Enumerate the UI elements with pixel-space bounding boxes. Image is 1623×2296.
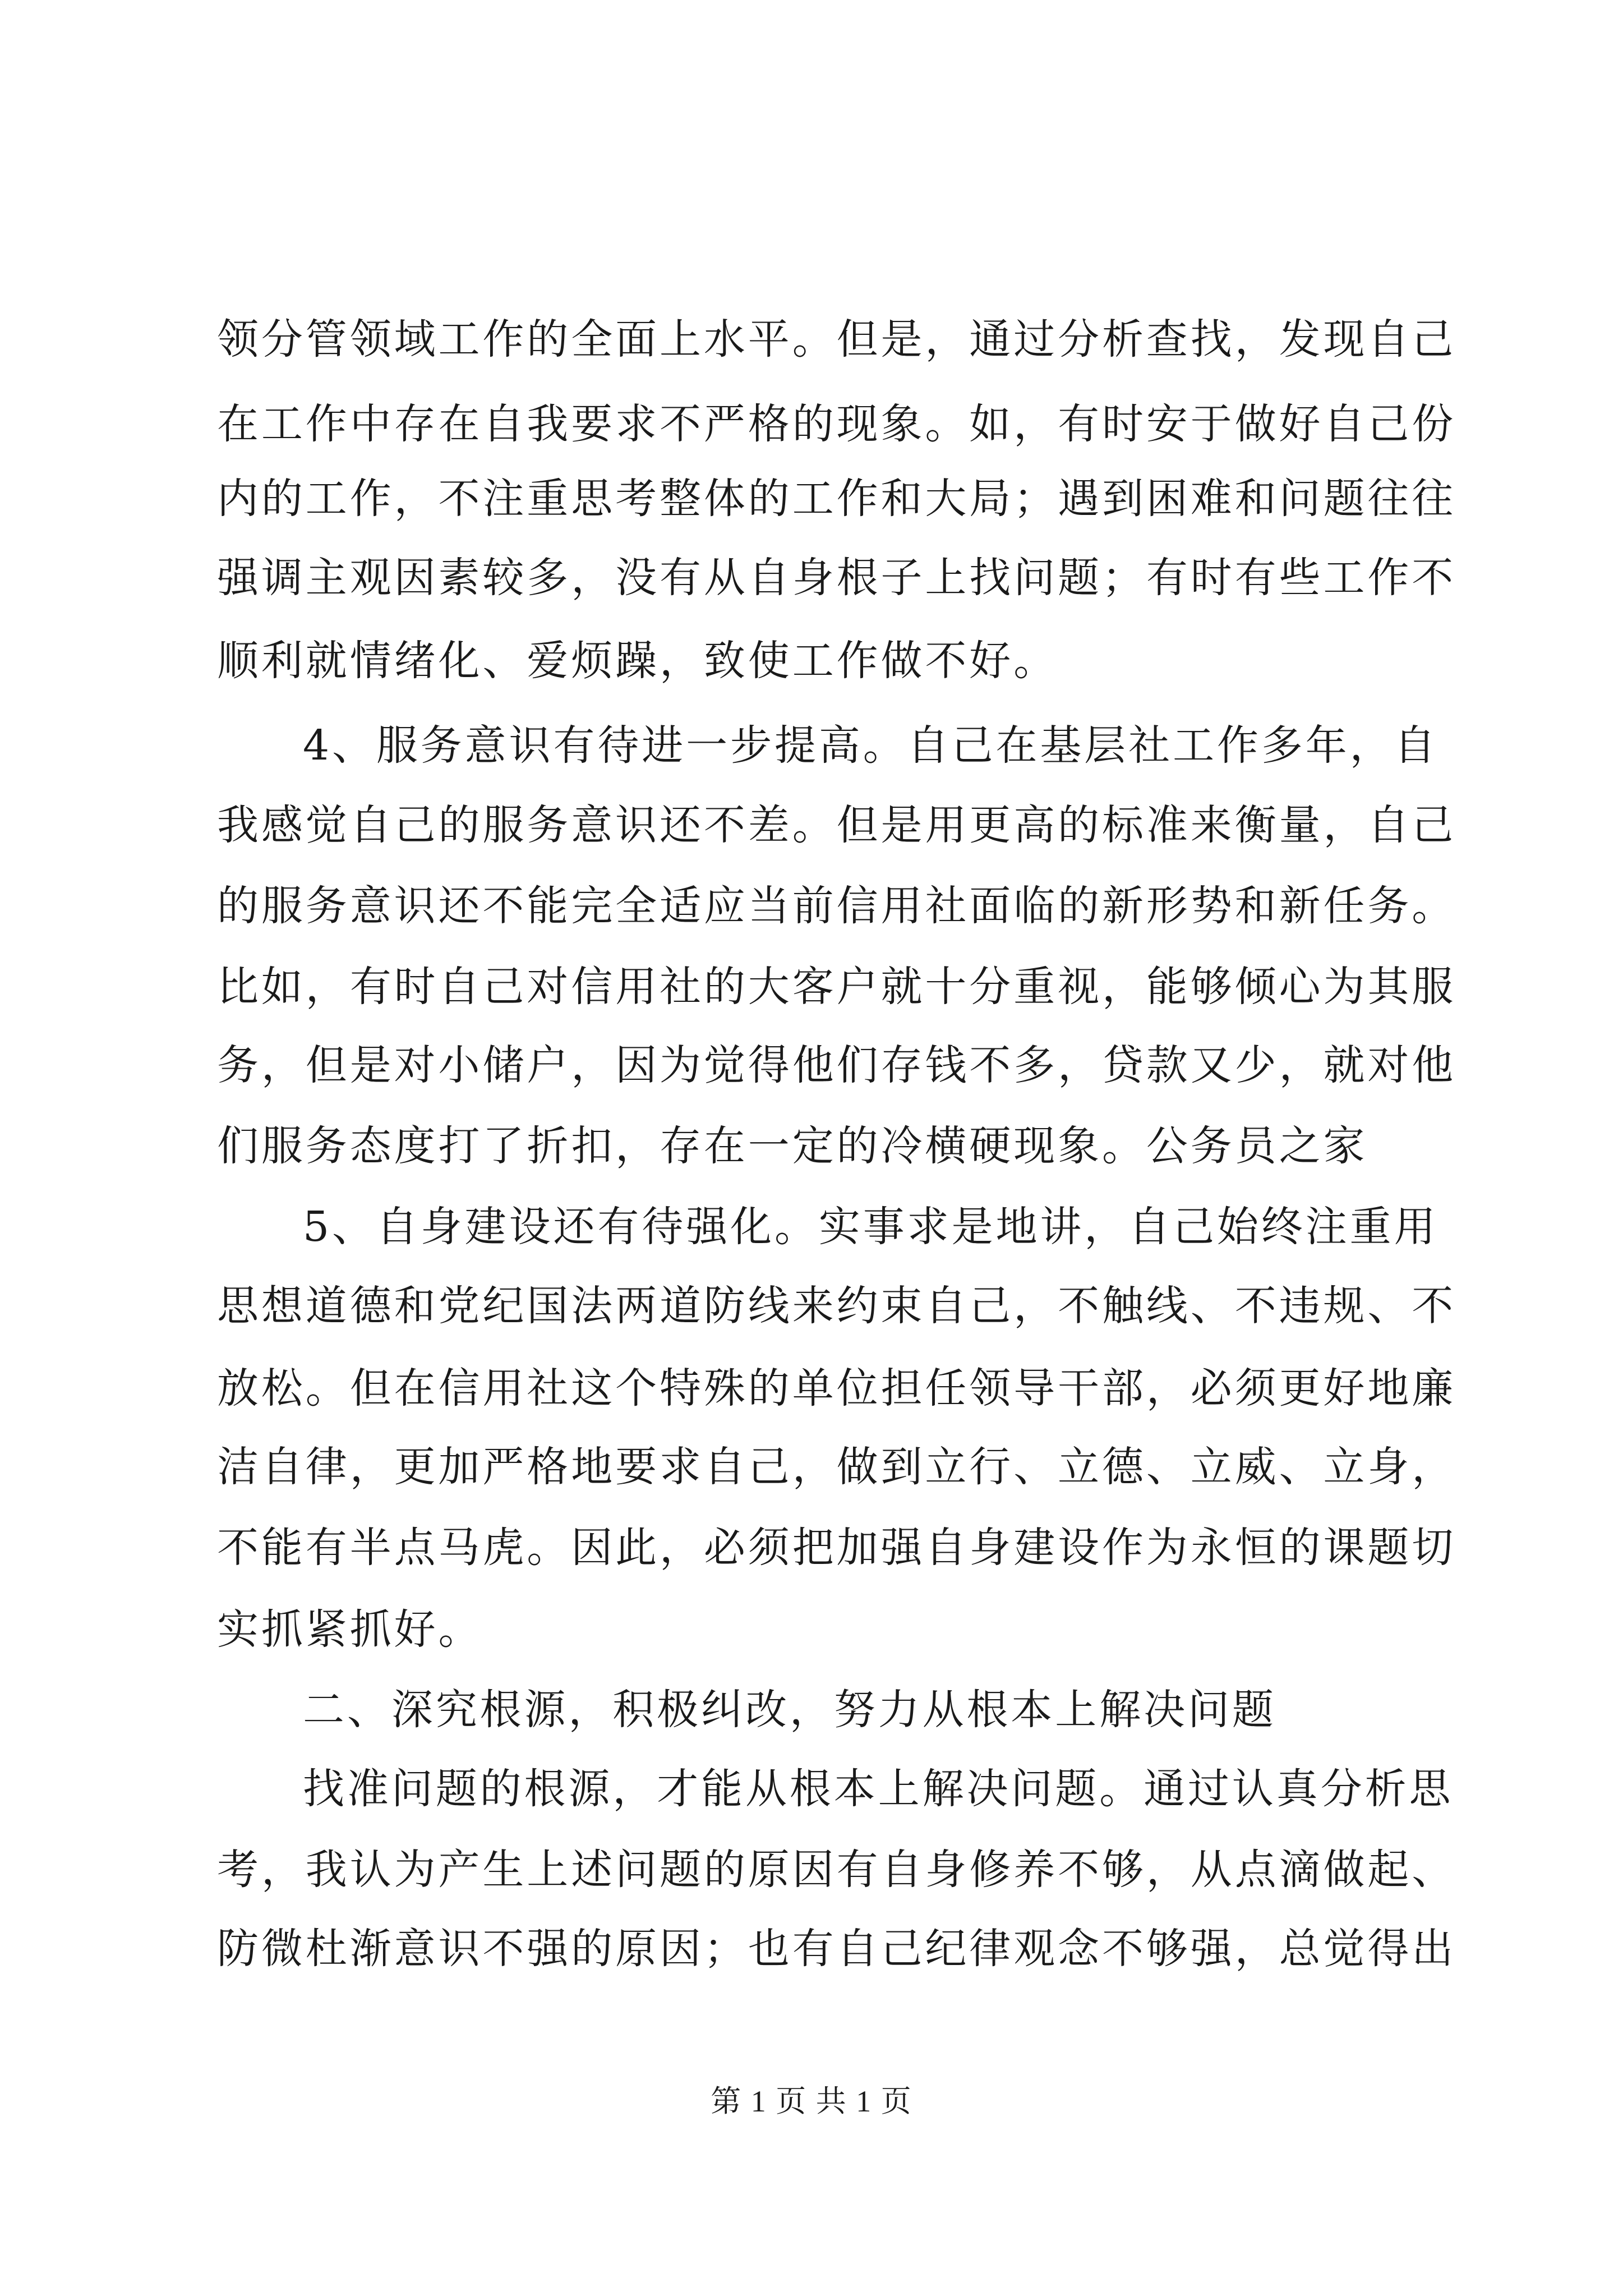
text-line: 在工作中存在自我要求不严格的现象。如，有时安于做好自己份 bbox=[217, 400, 1456, 448]
text-line: 内的工作，不注重思考整体的工作和大局；遇到困难和问题往往 bbox=[217, 475, 1456, 523]
text-line: 找准问题的根源，才能从根本上解决问题。通过认真分析思 bbox=[303, 1765, 1454, 1813]
text-line: 比如，有时自己对信用社的大客户就十分重视，能够倾心为其服 bbox=[217, 963, 1456, 1011]
text-line: 考，我认为产生上述问题的原因有自身修养不够，从点滴做起、 bbox=[217, 1846, 1456, 1894]
page-number-footer: 第 1 页 共 1 页 bbox=[711, 2085, 912, 2118]
text-line: 务，但是对小储户，因为觉得他们存钱不多，贷款又少，就对他 bbox=[217, 1041, 1456, 1089]
text-line: 顺利就情绪化、爱烦躁，致使工作做不好。 bbox=[217, 637, 1058, 685]
text-line: 思想道德和党纪国法两道防线来约束自己，不触线、不违规、不 bbox=[217, 1282, 1456, 1330]
text-line: 我感觉自己的服务意识还不差。但是用更高的标准来衡量，自己 bbox=[217, 801, 1456, 849]
text-line: 防微杜渐意识不强的原因；也有自己纪律观念不够强，总觉得出 bbox=[217, 1925, 1456, 1973]
text-line: 放松。但在信用社这个特殊的单位担任领导干部，必须更好地廉 bbox=[217, 1364, 1456, 1412]
section-heading: 二、深究根源，积极纠改，努力从根本上解决问题 bbox=[303, 1686, 1276, 1734]
text-line: 洁自律，更加严格地要求自己，做到立行、立德、立威、立身， bbox=[217, 1443, 1456, 1491]
text-line: 强调主观因素较多，没有从自身根子上找问题；有时有些工作不 bbox=[217, 554, 1456, 602]
text-line: 们服务态度打了折扣，存在一定的冷横硬现象。公务员之家 bbox=[217, 1122, 1368, 1170]
text-line: 的服务意识还不能完全适应当前信用社面临的新形势和新任务。 bbox=[217, 882, 1456, 930]
text-line: 领分管领域工作的全面上水平。但是，通过分析查找，发现自己 bbox=[217, 315, 1456, 364]
text-line: 实抓紧抓好。 bbox=[217, 1605, 483, 1654]
text-line: 不能有半点马虎。因此，必须把加强自身建设作为永恒的课题切 bbox=[217, 1524, 1456, 1572]
text-line: 4、服务意识有待进一步提高。自己在基层社工作多年，自 bbox=[303, 721, 1438, 770]
text-line: 5、自身建设还有待强化。实事求是地讲，自己始终注重用 bbox=[303, 1203, 1438, 1251]
